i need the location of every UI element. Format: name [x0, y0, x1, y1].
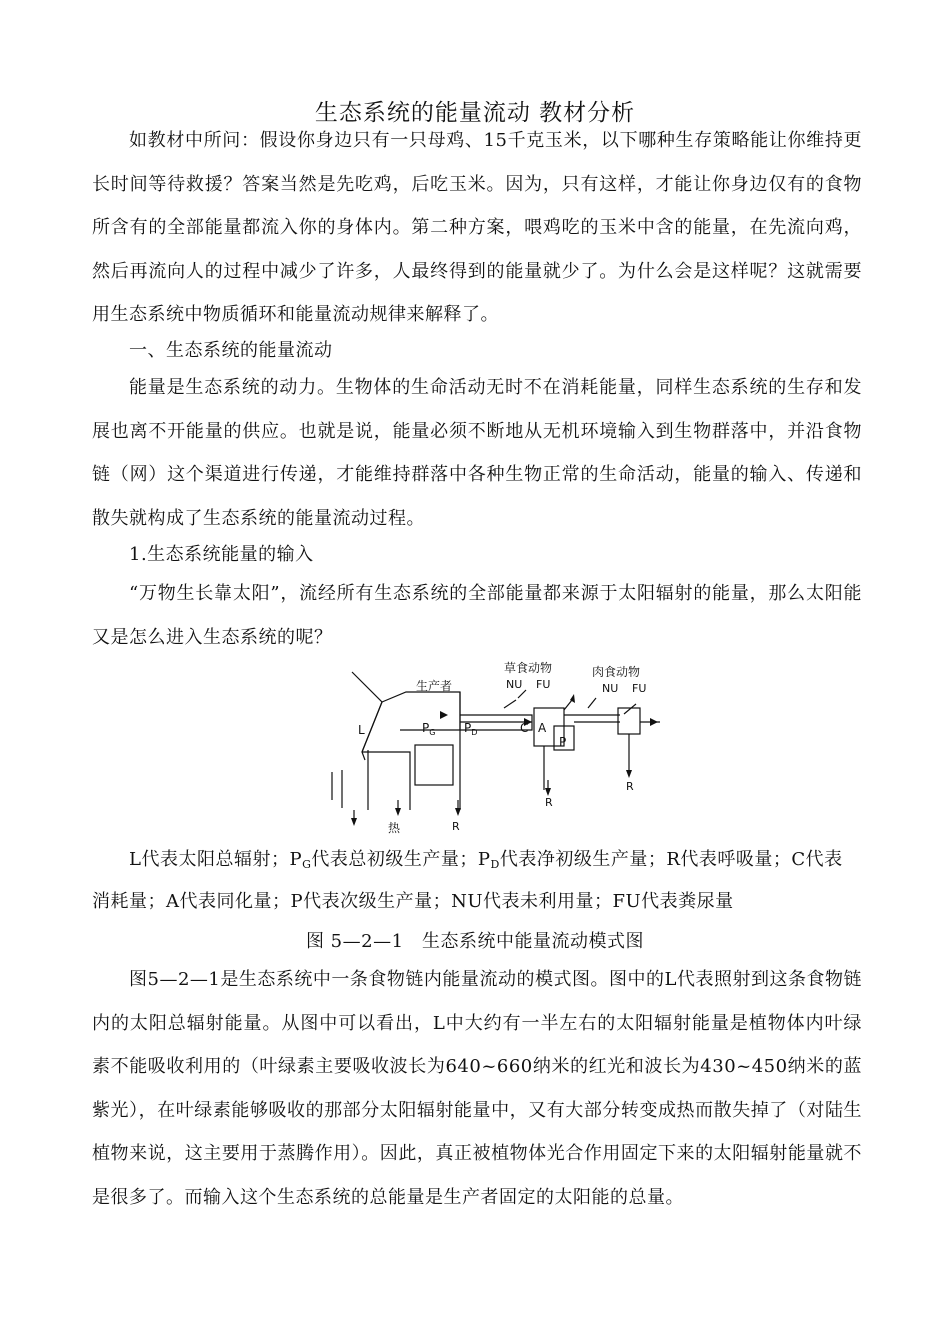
label-P: P — [559, 735, 567, 749]
analysis-paragraph: 图5—2—1是生态系统中一条食物链内能量流动的模式图。图中的L代表照射到这条食物链内的太阳总辐射能量。从图中可以看出，L中大约有一半左右的太阳辐射能量是植物体内叶绿素不能吸收利用的（叶绿素主要吸收波长为640~660纳米的红光和波长为430~450纳米的蓝紫光），在叶绿素能够吸收的那部分太阳辐射能量中，又有大部分转变成热而散失掉了（对陆生植物来说，这主要用于蒸腾作用）。因此，真正被植物体光合作用固定下来的太阳辐射能量就不是很多了。而输入这个生态系统的总能量是生产者固定的太阳能的总量。 — [92, 969, 862, 1208]
energy-flow-diagram — [320, 660, 680, 840]
label-L: L — [358, 723, 365, 737]
label-fu-carnivore: FU — [632, 682, 647, 695]
label-heat: 热 — [388, 821, 401, 835]
label-R-carnivore: R — [626, 780, 634, 793]
document-title: 生态系统的能量流动 教材分析 — [314, 100, 636, 126]
label-fu-herbivore: FU — [536, 678, 551, 691]
label-carnivore: 肉食动物 — [592, 665, 641, 679]
label-nu-carnivore: NU — [602, 682, 619, 695]
label-herbivore: 草食动物 — [504, 661, 553, 675]
section-energy-flow-paragraph: 能量是生态系统的动力。生物体的生命活动无时不在消耗能量，同样生态系统的生存和发展也离不开能量的供应。也就是说，能量必须不断地从无机环境输入到生物群落中，并沿食物链（网）这个渠道进行传递，才能维持群落中各种生物正常的生命活动，能量的输入、传递和散失就构成了生态系统的能量流动过程。 — [92, 377, 862, 529]
label-C: C — [520, 721, 529, 735]
label-producer: 生产者 — [416, 679, 453, 693]
label-A: A — [538, 721, 547, 735]
figure-caption: 图 5—2—1 生态系统中能量流动模式图 — [305, 931, 645, 952]
label-pg: $P_G$ — [422, 721, 436, 737]
legend-line-1: L代表太阳总辐射；$P_G$代表总初级生产量；$P_D$代表净初级生产量；R代表呼吸量；C代表 — [129, 849, 843, 871]
legend-line-2: 消耗量；A代表同化量；P代表次级生产量；NU代表未利用量；FU代表粪尿量 — [92, 891, 734, 912]
label-R-herbivore: R — [545, 796, 553, 809]
energy-input-paragraph: “万物生长靠太阳”，流经所有生态系统的全部能量都来源于太阳辐射的能量，那么太阳能又是怎么进入生态系统的呢？ — [92, 583, 862, 648]
section-heading-energy-flow: 一、生态系统的能量流动 — [129, 340, 333, 361]
intro-paragraph: 如教材中所问：假设你身边只有一只母鸡、15千克玉米，以下哪种生存策略能让你维持更长时间等待救援？答案当然是先吃鸡，后吃玉米。因为，只有这样，才能让你身边仅有的食物所含有的全部能量都流入你的身体内。第二种方案，喂鸡吃的玉米中含的能量，在先流向鸡，然后再流向人的过程中减少了许多，人最终得到的能量就少了。为什么会是这样呢？这就需要用生态系统中物质循环和能量流动规律来解释了。 — [92, 130, 862, 325]
label-nu-herbivore: NU — [506, 678, 523, 691]
label-R-producer: R — [452, 820, 460, 833]
label-pd: $P_D$ — [464, 721, 478, 737]
subsection-heading-energy-input: 1.生态系统能量的输入 — [129, 544, 314, 565]
